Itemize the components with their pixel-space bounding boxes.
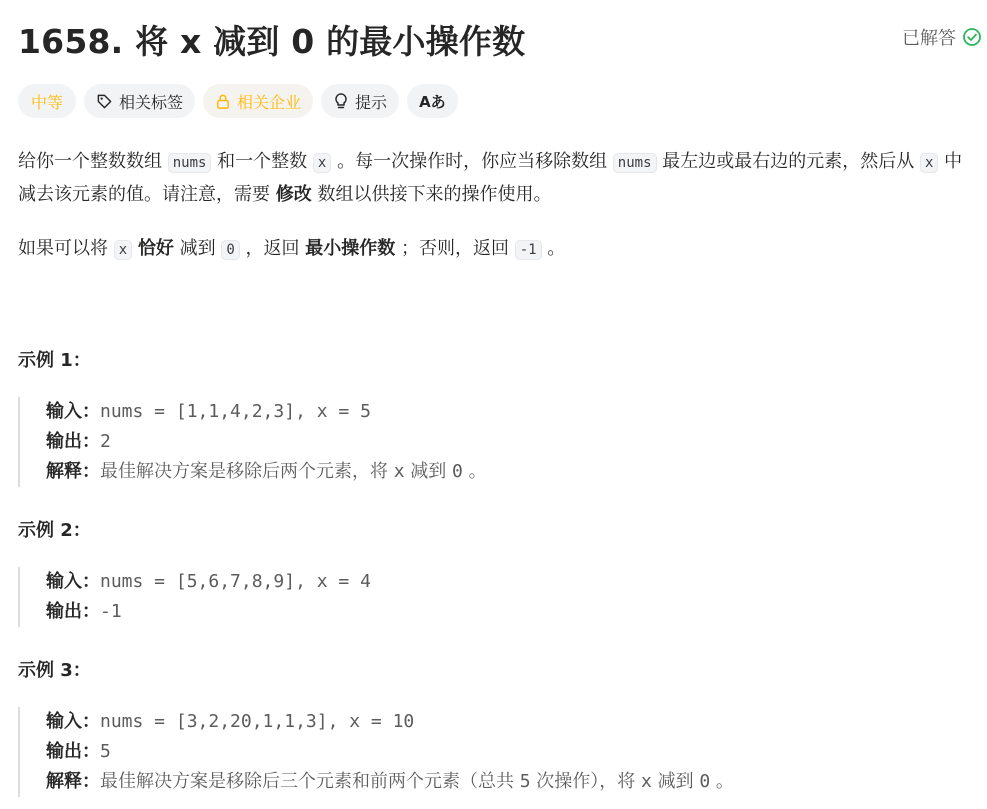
example-value: 2: [100, 431, 111, 452]
inline-code: x: [313, 153, 331, 173]
translate-button[interactable]: [407, 84, 458, 118]
example-line: [46, 707, 968, 737]
example-title: 示例 1：: [18, 350, 91, 371]
example-line-label: 输入：: [46, 711, 100, 732]
example-line: [46, 767, 968, 797]
example-value: nums = [3,2,20,1,1,3], x = 10: [100, 711, 415, 732]
description-text: 数组以供接下来的操作使用。: [311, 184, 552, 205]
related-tags-button[interactable]: [84, 84, 195, 118]
inline-code: nums: [613, 153, 657, 173]
explanation-text: 次操作），将: [530, 771, 642, 792]
explanation-text: 。: [462, 461, 487, 482]
example-value: nums = [1,1,4,2,3], x = 5: [100, 401, 371, 422]
explanation-text: 。: [710, 771, 734, 792]
hint-button[interactable]: [321, 84, 399, 118]
bold-text: 修改: [275, 184, 312, 205]
example-line-label: 输出：: [46, 741, 100, 762]
tag-icon: [96, 93, 113, 110]
example-line-label: 解释：: [46, 771, 100, 792]
example-value: -1: [100, 601, 122, 622]
title-row: [18, 14, 970, 62]
inline-code: x: [920, 153, 938, 173]
example-value: 0: [452, 461, 463, 482]
example-line-label: 输入：: [46, 401, 100, 422]
example-line: [46, 737, 968, 767]
related-tags-label: 相关标签: [119, 92, 184, 112]
explanation-text: 最佳解决方案是移除后三个元素和前两个元素（总共: [100, 771, 520, 792]
example-line: [46, 567, 968, 597]
example-value: 0: [699, 771, 711, 792]
example-block: [18, 397, 968, 487]
related-companies-label: 相关企业: [237, 92, 302, 112]
example-line-label: 输出：: [46, 601, 100, 622]
example-line-label: 输入：: [46, 571, 100, 592]
description-paragraph-1: [18, 146, 968, 211]
description-text: ，返回: [239, 238, 306, 259]
example-title: 示例 3：: [18, 660, 91, 681]
example-value: 5: [100, 741, 111, 762]
explanation-text: 减到: [404, 461, 453, 482]
description-text: 。: [541, 238, 566, 259]
description-text: 如果可以将: [18, 238, 114, 259]
description-text: 中减去该元素的值。请注意，需要: [18, 151, 963, 205]
example-line: [46, 397, 968, 427]
tag-bar: [18, 84, 458, 118]
example-line-label: 解释：: [46, 461, 100, 482]
inline-code: 0: [221, 240, 239, 260]
example-title: 示例 2：: [18, 520, 91, 541]
explanation-text: 减到: [651, 771, 700, 792]
hint-label: 提示: [355, 92, 388, 112]
description-text: 减到: [173, 238, 222, 259]
example-value: x: [393, 461, 405, 482]
lightbulb-icon: [333, 92, 349, 110]
explanation-text: 最佳解决方案是移除后两个元素，将: [100, 461, 394, 482]
difficulty-badge: [18, 84, 76, 118]
example-line: [46, 597, 968, 627]
example-line: [46, 457, 968, 487]
example-value: 5: [519, 771, 531, 792]
bold-text: 最小操作数: [305, 238, 396, 259]
check-circle-icon: [962, 27, 982, 47]
description-text: 给你一个整数数组: [18, 151, 168, 172]
inline-code: nums: [168, 153, 212, 173]
example-line-label: 输出：: [46, 431, 100, 452]
example-block: [18, 567, 968, 627]
description-text: ；否则，返回: [395, 238, 515, 259]
bold-text: 恰好: [137, 238, 174, 259]
example-block: [18, 707, 968, 797]
problem-title: 1658. 将 x 减到 0 的最小操作数: [18, 22, 526, 61]
example-value: x: [641, 771, 652, 792]
related-companies-button[interactable]: [203, 84, 313, 118]
difficulty-label: 中等: [31, 92, 64, 112]
example-line: [46, 427, 968, 457]
inline-code: x: [114, 240, 132, 260]
solved-status: [902, 24, 982, 50]
inline-code: -1: [515, 240, 542, 260]
description-text: 最左边或最右边的元素，然后从: [656, 151, 920, 172]
description-text: 和一个整数: [211, 151, 313, 172]
description-text: 。每一次操作时，你应当移除数组: [331, 151, 613, 172]
solved-label: 已解答: [902, 28, 956, 49]
lock-icon: [215, 93, 231, 110]
translate-icon: Aあ: [419, 92, 446, 111]
description-paragraph-2: [18, 233, 968, 266]
example-value: nums = [5,6,7,8,9], x = 4: [100, 571, 371, 592]
problem-description: [18, 146, 968, 266]
